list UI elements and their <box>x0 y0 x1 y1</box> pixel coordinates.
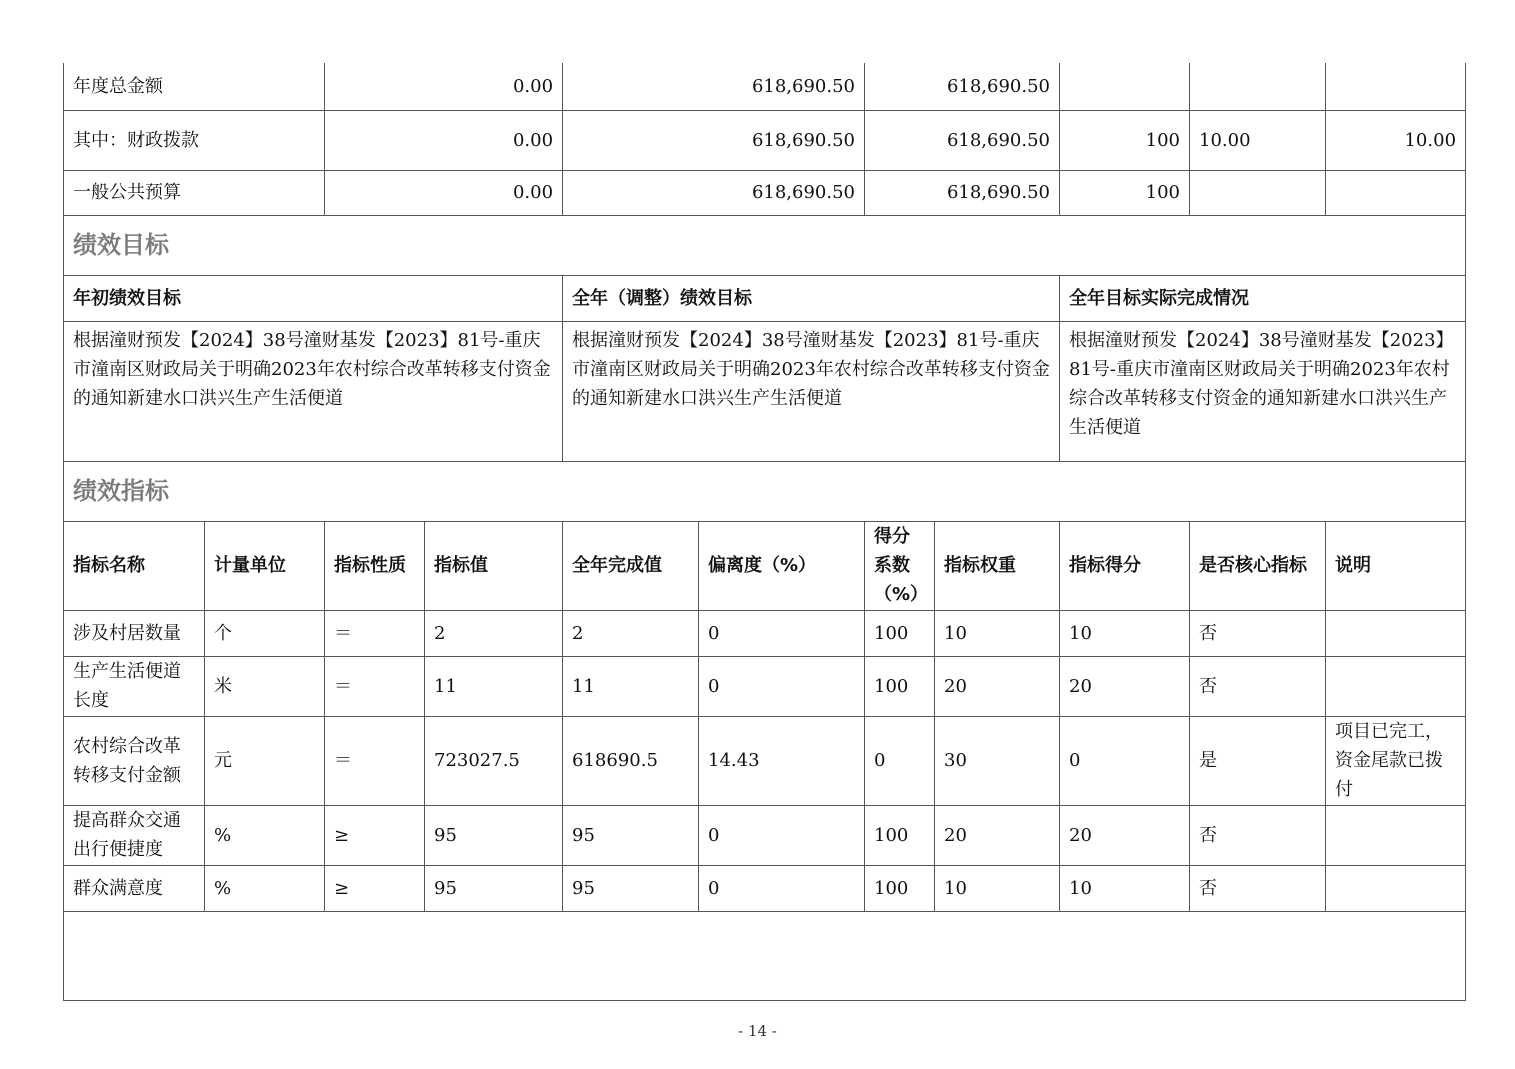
goal-initial-text: 根据潼财预发【2024】38号潼财基发【2023】81号-重庆市潼南区财政局关于明确2023年农村综合改革转移支付资金的通知新建水口洪兴生产生活便道 <box>64 321 563 461</box>
indicator-cell: 0 <box>699 805 865 865</box>
indicator-cell: 生产生活便道长度 <box>64 656 205 716</box>
indicator-cell: 10 <box>1060 610 1190 656</box>
indicator-cell: ≥ <box>325 805 425 865</box>
indicator-cell: 是 <box>1190 716 1326 805</box>
funds-cell: 618,690.50 <box>563 63 865 110</box>
funds-cell: 100 <box>1060 110 1190 170</box>
funds-cell: 618,690.50 <box>563 170 865 215</box>
indicator-cell: ≥ <box>325 865 425 911</box>
indicator-cell: % <box>205 805 325 865</box>
funds-cell <box>1326 63 1466 110</box>
indicator-cell: 95 <box>563 865 699 911</box>
indicator-cell: 11 <box>563 656 699 716</box>
indicator-header: 得分系数（%） <box>865 521 935 610</box>
funds-cell: 0.00 <box>325 110 563 170</box>
indicator-header: 指标值 <box>425 521 563 610</box>
indicator-cell: 个 <box>205 610 325 656</box>
funds-cell <box>1190 170 1326 215</box>
indicator-cell: 否 <box>1190 610 1326 656</box>
indicators-section-title: 绩效指标 <box>64 461 1466 521</box>
indicator-cell: 0 <box>699 865 865 911</box>
funds-row <box>64 63 1466 110</box>
indicator-cell: 95 <box>425 865 563 911</box>
indicator-header: 全年完成值 <box>563 521 699 610</box>
indicators-header-row <box>64 521 1466 610</box>
indicator-cell: 米 <box>205 656 325 716</box>
indicator-cell: 100 <box>865 656 935 716</box>
indicator-row <box>64 716 1466 805</box>
page-number: - 14 - <box>738 1022 777 1040</box>
funds-label <box>64 110 325 170</box>
goal-adjusted-text: 根据潼财预发【2024】38号潼财基发【2023】81号-重庆市潼南区财政局关于明确2023年农村综合改革转移支付资金的通知新建水口洪兴生产生活便道 <box>563 321 1060 461</box>
indicator-cell: 0 <box>699 656 865 716</box>
funds-cell: 0.00 <box>325 63 563 110</box>
performance-table <box>63 63 1466 1001</box>
indicator-header: 是否核心指标 <box>1190 521 1326 610</box>
indicator-cell: 20 <box>1060 656 1190 716</box>
goals-header-initial: 年初绩效目标 <box>64 275 563 321</box>
indicator-cell: 20 <box>935 656 1060 716</box>
indicator-cell: 10 <box>935 865 1060 911</box>
funds-cell: 618,690.50 <box>865 170 1060 215</box>
indicator-cell: 30 <box>935 716 1060 805</box>
indicators-section-row <box>64 461 1466 521</box>
indicator-header: 偏离度（%） <box>699 521 865 610</box>
indicator-cell: ＝ <box>325 716 425 805</box>
indicator-cell <box>1326 656 1466 716</box>
indicator-cell <box>1326 610 1466 656</box>
funds-cell <box>1060 63 1190 110</box>
indicator-header: 指标名称 <box>64 521 205 610</box>
indicator-cell: 11 <box>425 656 563 716</box>
goals-section-title: 绩效目标 <box>64 215 1466 275</box>
indicator-cell: 10 <box>935 610 1060 656</box>
indicator-cell: 618690.5 <box>563 716 699 805</box>
indicator-cell: 0 <box>699 610 865 656</box>
funds-cell: 618,690.50 <box>865 110 1060 170</box>
funds-cell: 618,690.50 <box>865 63 1060 110</box>
goal-actual-text: 根据潼财预发【2024】38号潼财基发【2023】81号-重庆市潼南区财政局关于明确2023年农村综合改革转移支付资金的通知新建水口洪兴生产生活便道 <box>1060 321 1466 461</box>
funds-cell <box>1326 170 1466 215</box>
indicator-cell: 100 <box>865 865 935 911</box>
indicator-cell: 100 <box>865 610 935 656</box>
indicator-header: 指标性质 <box>325 521 425 610</box>
goals-text-row <box>64 321 1466 461</box>
funds-row <box>64 110 1466 170</box>
indicator-cell <box>1326 865 1466 911</box>
funds-row <box>64 170 1466 215</box>
indicator-cell: 提高群众交通出行便捷度 <box>64 805 205 865</box>
indicator-header: 说明 <box>1326 521 1466 610</box>
indicator-cell: 群众满意度 <box>64 865 205 911</box>
funds-cell: 100 <box>1060 170 1190 215</box>
funds-label: 一般公共预算 <box>64 170 325 215</box>
funds-label-text: 其中：财政拨款 <box>73 129 199 151</box>
indicator-cell: 项目已完工，资金尾款已拨付 <box>1326 716 1466 805</box>
indicator-cell: 2 <box>425 610 563 656</box>
indicator-cell: 20 <box>935 805 1060 865</box>
indicator-row <box>64 805 1466 865</box>
funds-cell: 10.00 <box>1190 110 1326 170</box>
indicator-header: 指标得分 <box>1060 521 1190 610</box>
indicator-cell: 否 <box>1190 656 1326 716</box>
indicator-cell: ＝ <box>325 610 425 656</box>
goals-section-row <box>64 215 1466 275</box>
indicator-cell: 2 <box>563 610 699 656</box>
goals-header-row <box>64 275 1466 321</box>
funds-cell: 618,690.50 <box>563 110 865 170</box>
indicator-cell: 0 <box>1060 716 1190 805</box>
indicator-cell: 95 <box>425 805 563 865</box>
indicator-cell: 否 <box>1190 865 1326 911</box>
indicator-cell: 14.43 <box>699 716 865 805</box>
indicator-cell: ＝ <box>325 656 425 716</box>
indicator-cell: 10 <box>1060 865 1190 911</box>
indicator-cell: 否 <box>1190 805 1326 865</box>
funds-cell: 0.00 <box>325 170 563 215</box>
indicator-cell: 723027.5 <box>425 716 563 805</box>
indicator-row <box>64 656 1466 716</box>
blank-cell <box>64 911 1466 1000</box>
indicator-cell: 农村综合改革转移支付金额 <box>64 716 205 805</box>
indicator-cell: 20 <box>1060 805 1190 865</box>
indicator-cell: 元 <box>205 716 325 805</box>
indicator-cell: 涉及村居数量 <box>64 610 205 656</box>
goals-header-adjusted: 全年（调整）绩效目标 <box>563 275 1060 321</box>
indicator-row <box>64 865 1466 911</box>
indicator-cell: 100 <box>865 805 935 865</box>
indicator-cell: % <box>205 865 325 911</box>
indicator-cell: 95 <box>563 805 699 865</box>
indicator-cell: 0 <box>865 716 935 805</box>
blank-row <box>64 911 1466 1000</box>
funds-cell <box>1190 63 1326 110</box>
indicator-header: 指标权重 <box>935 521 1060 610</box>
goals-header-actual: 全年目标实际完成情况 <box>1060 275 1466 321</box>
funds-label: 年度总金额 <box>64 63 325 110</box>
indicator-header: 计量单位 <box>205 521 325 610</box>
funds-cell: 10.00 <box>1326 110 1466 170</box>
indicator-cell <box>1326 805 1466 865</box>
indicator-row <box>64 610 1466 656</box>
